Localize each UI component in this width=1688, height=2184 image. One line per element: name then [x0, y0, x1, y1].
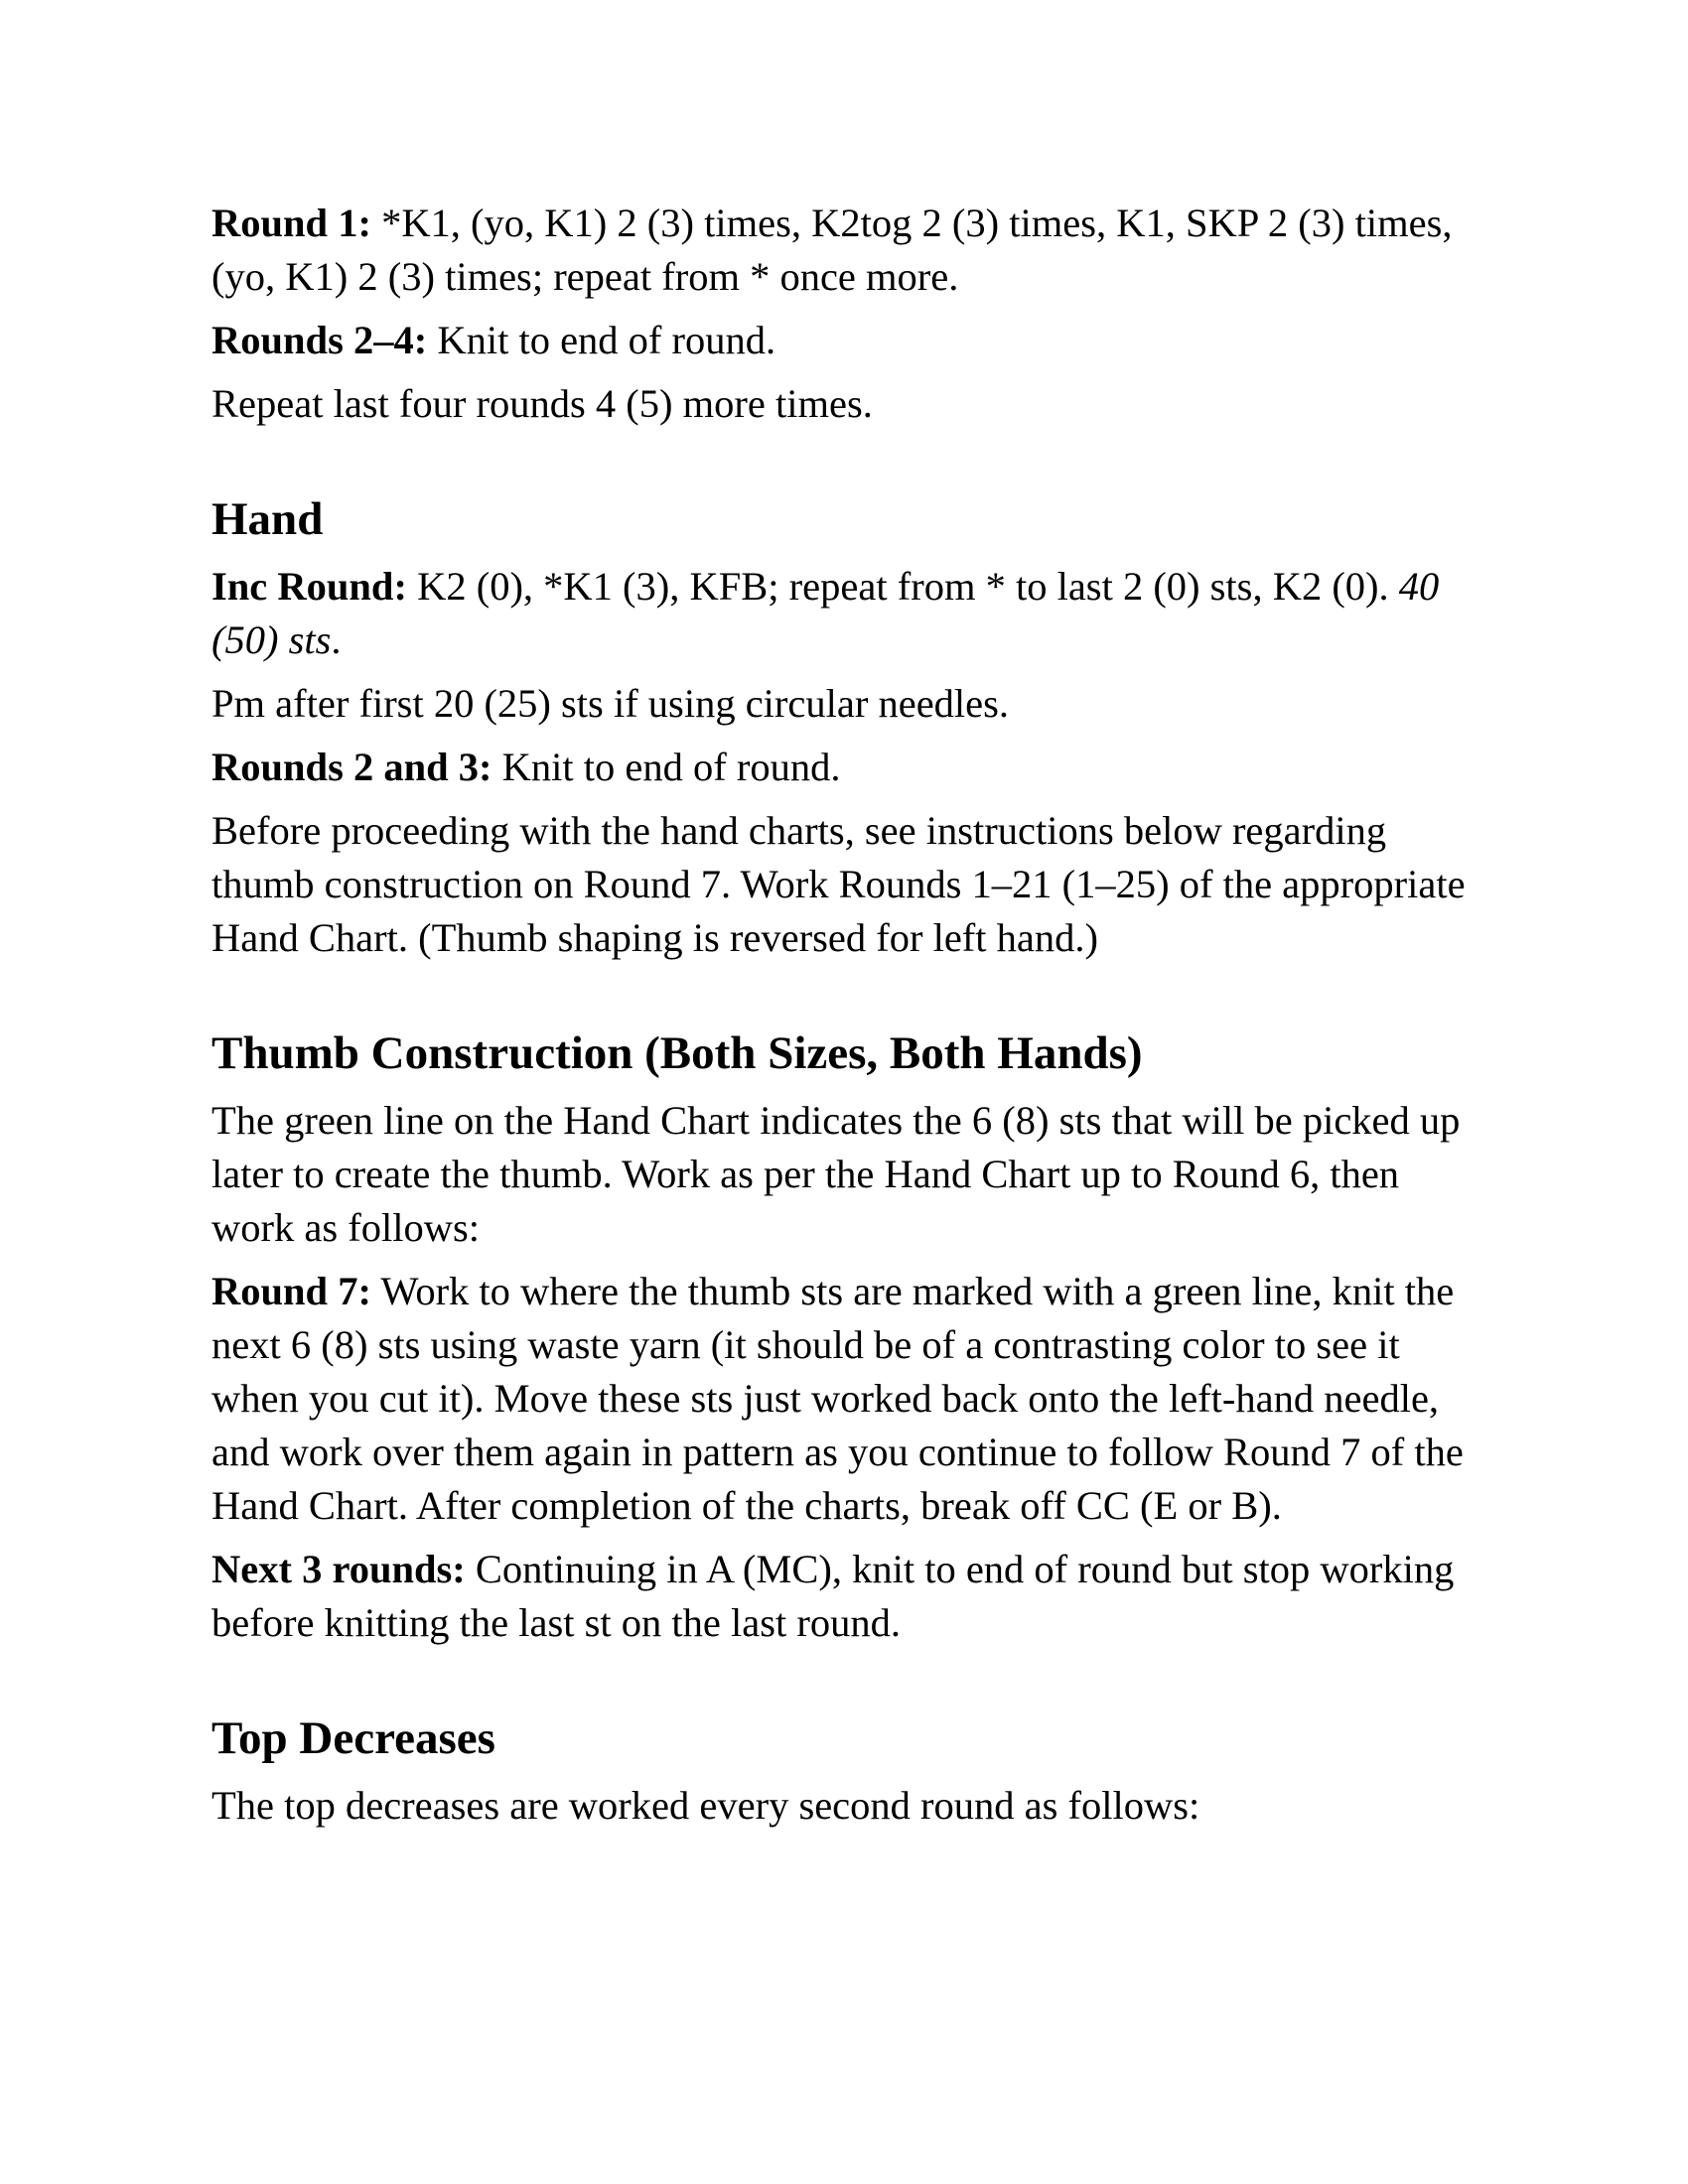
rounds-2-4-text: Knit to end of round. [427, 318, 776, 362]
place-marker-instruction: Pm after first 20 (25) sts if using circular needles. [211, 681, 1010, 726]
hand-chart-instruction: Before proceeding with the hand charts, see instructions below regarding thumb construction on Round 7. Work Rounds 1–21 (1–25) of the appropriate Hand Chart. (Thumb shaping is reversed for left hand.) [211, 808, 1466, 960]
round-1-text: *K1, (yo, K1) 2 (3) times, K2tog 2 (3) times, K1, SKP 2 (3) times, (yo, K1) 2 (3) times; repeat from * once more. [211, 201, 1453, 299]
next-3-rounds-text: Continuing in A (MC), knit to end of round but stop working before knitting the last st on the last round. [211, 1547, 1455, 1645]
repeat-instruction: Repeat last four rounds 4 (5) more times. [211, 381, 873, 426]
hand-heading: Hand [211, 493, 324, 545]
inc-round-period: . [331, 617, 342, 662]
next-3-rounds-instruction [211, 1543, 1482, 1650]
thumb-construction-heading: Thumb Construction (Both Sizes, Both Hands) [211, 1027, 1143, 1079]
round-7-instruction [211, 1265, 1482, 1533]
inc-round-stitch-count: 40 (50) sts [211, 564, 1440, 662]
rounds-2-4-instruction [211, 314, 1482, 367]
rounds-2-3-instruction [211, 741, 1482, 794]
rounds-2-3-label: Rounds 2 and 3: [211, 745, 492, 789]
next-3-rounds-label: Next 3 rounds: [211, 1547, 466, 1591]
round-1-label: Round 1: [211, 201, 371, 245]
document-page [211, 197, 1482, 1843]
round-1-instruction [211, 197, 1482, 304]
inc-round-text: K2 (0), *K1 (3), KFB; repeat from * to last 2 (0) sts, K2 (0). [406, 564, 1399, 609]
thumb-intro-paragraph: The green line on the Hand Chart indicates the 6 (8) sts that will be picked up later to create the thumb. Work as per the Hand Chart up to Round 6, then work as follows: [211, 1098, 1461, 1250]
inc-round-instruction [211, 560, 1482, 667]
rounds-2-4-label: Rounds 2–4: [211, 318, 428, 362]
inc-round-label: Inc Round: [211, 564, 407, 609]
top-decreases-paragraph: The top decreases are worked every second round as follows: [211, 1783, 1200, 1828]
round-7-text: Work to where the thumb sts are marked with a green line, knit the next 6 (8) sts using waste yarn (it should be of a contrasting color to see it when you cut it). Move these sts just worked back onto the left-hand needle, and work over them again in pattern as you continue to follow Round 7 of the Hand Chart. After completion of the charts, break off CC (E or B). [211, 1269, 1464, 1528]
round-7-label: Round 7: [211, 1269, 371, 1313]
top-decreases-heading: Top Decreases [211, 1712, 495, 1764]
rounds-2-3-text: Knit to end of round. [492, 745, 841, 789]
